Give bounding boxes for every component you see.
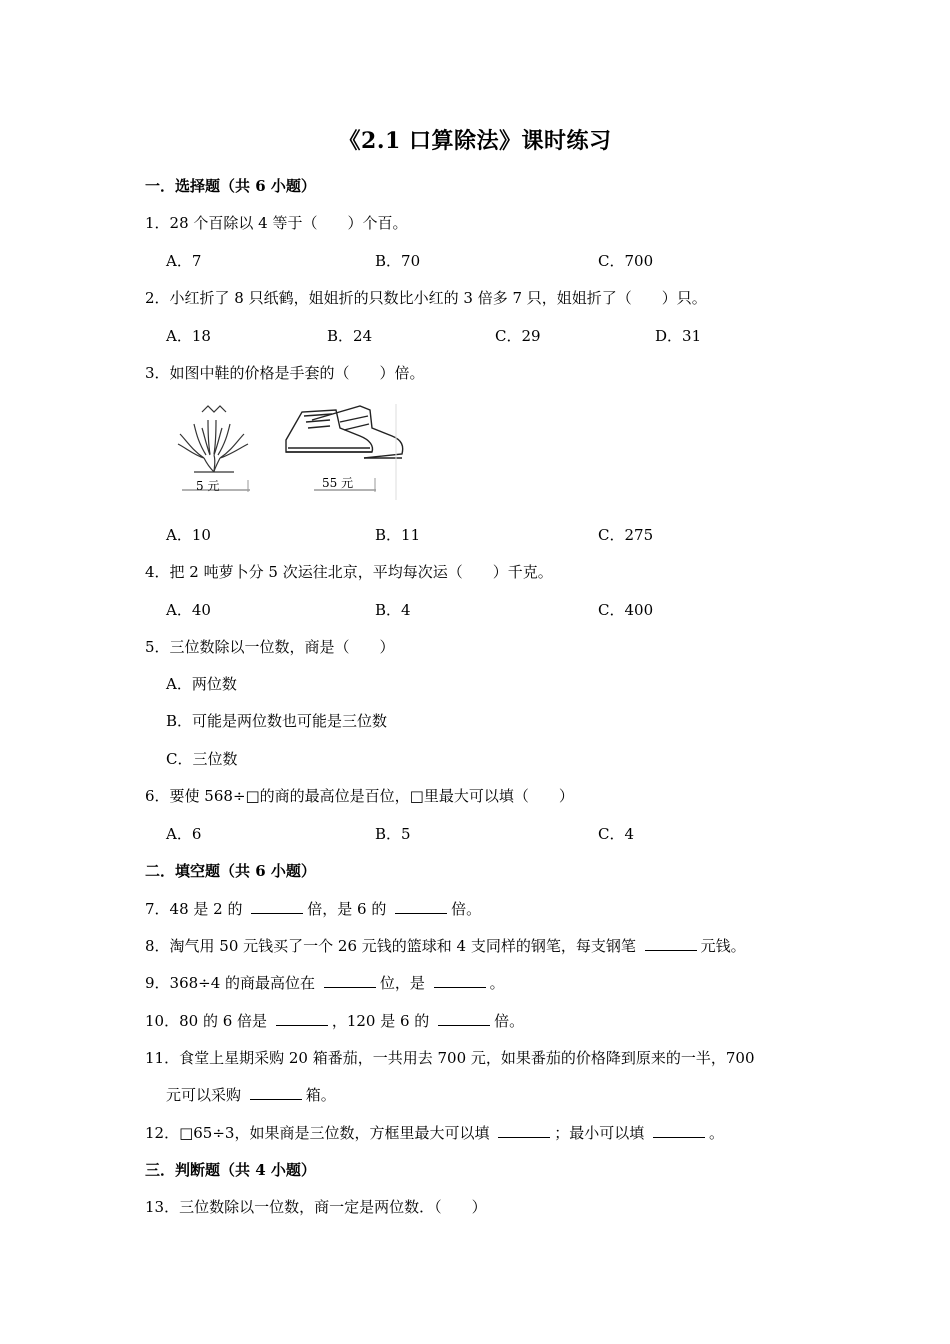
q1-option-c: C．700 bbox=[598, 252, 654, 270]
q3-option-a: A．10 bbox=[166, 526, 211, 544]
section-heading-choice: 一．选择题（共 6 小题） bbox=[145, 177, 316, 195]
q3-figure bbox=[164, 400, 404, 505]
question-3: 3．如图中鞋的价格是手套的（ ）倍。 bbox=[145, 364, 425, 382]
q6-option-c: C．4 bbox=[598, 825, 635, 843]
q7-blank-1[interactable] bbox=[251, 901, 303, 914]
glove-price: 5 元 bbox=[196, 479, 220, 493]
question-2: 2．小红折了 8 只纸鹤，姐姐折的只数比小红的 3 倍多 7 只，姐姐折了（ ）只。 bbox=[145, 289, 707, 307]
question-7: 7．48 是 2 的 倍，是 6 的 倍。 bbox=[145, 900, 482, 918]
q7-blank-2[interactable] bbox=[395, 901, 447, 914]
question-6: 6．要使 568÷□的商的最高位是百位，□里最大可以填（ ） bbox=[145, 787, 574, 805]
question-9: 9．368÷4 的商最高位在 位，是 。 bbox=[145, 974, 505, 992]
gloves-icon bbox=[178, 406, 248, 472]
q3-option-b: B．11 bbox=[375, 526, 421, 544]
q2-option-a: A．18 bbox=[166, 327, 211, 345]
q2-option-c: C．29 bbox=[495, 327, 541, 345]
q4-option-b: B．4 bbox=[375, 601, 411, 619]
q8-blank-1[interactable] bbox=[645, 938, 697, 951]
q10-blank-1[interactable] bbox=[276, 1013, 328, 1026]
q6-option-a: A．6 bbox=[166, 825, 202, 843]
q10-blank-2[interactable] bbox=[438, 1013, 490, 1026]
shoes-icon bbox=[286, 406, 403, 458]
q3-option-c: C．275 bbox=[598, 526, 654, 544]
q12-blank-1[interactable] bbox=[498, 1125, 550, 1138]
q5-option-b: B．可能是两位数也可能是三位数 bbox=[166, 712, 388, 730]
q2-option-d: D．31 bbox=[655, 327, 702, 345]
q2-option-b: B．24 bbox=[327, 327, 373, 345]
section-heading-judge: 三．判断题（共 4 小题） bbox=[145, 1161, 316, 1179]
q4-option-c: C．400 bbox=[598, 601, 654, 619]
q5-option-a: A．两位数 bbox=[166, 675, 237, 693]
q1-option-b: B．70 bbox=[375, 252, 421, 270]
q1-option-a: A．7 bbox=[166, 252, 202, 270]
q5-option-c: C．三位数 bbox=[166, 750, 238, 768]
q12-blank-2[interactable] bbox=[653, 1125, 705, 1138]
q4-option-a: A．40 bbox=[166, 601, 211, 619]
question-1: 1．28 个百除以 4 等于（ ）个百。 bbox=[145, 214, 408, 232]
q9-blank-2[interactable] bbox=[434, 975, 486, 988]
question-11: 11．食堂上星期采购 20 箱番茄，一共用去 700 元，如果番茄的价格降到原来的一半，700 bbox=[145, 1049, 755, 1067]
q6-option-b: B．5 bbox=[375, 825, 411, 843]
question-8: 8．淘气用 50 元钱买了一个 26 元钱的篮球和 4 支同样的钢笔，每支钢笔 元钱。 bbox=[145, 937, 746, 955]
question-10: 10．80 的 6 倍是 ，120 是 6 的 倍。 bbox=[145, 1012, 525, 1030]
question-11-line-2: 元可以采购 箱。 bbox=[166, 1086, 336, 1104]
q9-blank-1[interactable] bbox=[324, 975, 376, 988]
question-13: 13．三位数除以一位数，商一定是两位数．（ ） bbox=[145, 1198, 487, 1216]
page-title: 《2.1 口算除法》课时练习 bbox=[338, 128, 612, 154]
question-5: 5．三位数除以一位数，商是（ ） bbox=[145, 638, 395, 656]
question-4: 4．把 2 吨萝卜分 5 次运往北京，平均每次运（ ）千克。 bbox=[145, 563, 553, 581]
shoe-price: 55 元 bbox=[322, 476, 354, 490]
section-heading-fill: 二．填空题（共 6 小题） bbox=[145, 862, 316, 880]
q11-blank-1[interactable] bbox=[250, 1087, 302, 1100]
question-12: 12．□65÷3，如果商是三位数，方框里最大可以填 ；最小可以填 。 bbox=[145, 1124, 725, 1142]
